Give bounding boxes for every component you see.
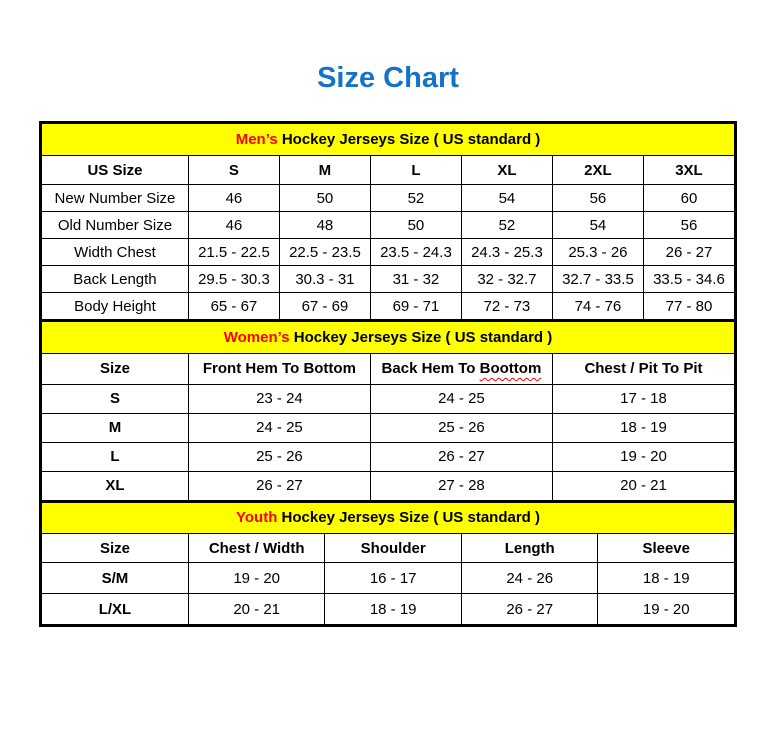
womens-section-title-highlight: Women’s (223, 328, 290, 346)
womens-column-header: Back Hem To Boottom (370, 353, 552, 384)
womens-row-label: S (42, 384, 189, 413)
mens-value-cell: 72 - 73 (461, 293, 552, 320)
youth-header-row (42, 534, 735, 563)
womens-size-table (41, 320, 735, 501)
mens-value-cell: 54 (461, 185, 552, 212)
youth-value-cell: 19 - 20 (598, 594, 735, 625)
womens-row-label: M (42, 413, 189, 442)
mens-value-cell: 65 - 67 (188, 293, 279, 320)
mens-row (42, 266, 735, 293)
mens-section-title-highlight: Men’s (235, 131, 278, 148)
youth-section-title: Youth Hockey Jerseys Size ( US standard ) (42, 502, 735, 534)
womens-column-header: Size (42, 353, 189, 384)
youth-value-cell: 20 - 21 (188, 594, 325, 625)
mens-column-header: M (279, 156, 370, 185)
mens-value-cell: 52 (370, 185, 461, 212)
womens-value-cell: 24 - 25 (370, 384, 552, 413)
mens-value-cell: 52 (461, 212, 552, 239)
youth-row (42, 563, 735, 594)
youth-column-header: Shoulder (325, 534, 462, 563)
youth-value-cell: 26 - 27 (461, 594, 598, 625)
womens-value-cell: 20 - 21 (552, 471, 734, 500)
womens-value-cell: 26 - 27 (370, 442, 552, 471)
mens-size-table (41, 123, 735, 320)
mens-header-row (42, 156, 735, 185)
womens-column-header: Front Hem To Bottom (188, 353, 370, 384)
mens-value-cell: 56 (643, 212, 734, 239)
mens-value-cell: 31 - 32 (370, 266, 461, 293)
youth-row-label: S/M (42, 563, 189, 594)
mens-value-cell: 26 - 27 (643, 239, 734, 266)
mens-section-title: Men’s Hockey Jerseys Size ( US standard ) (42, 124, 735, 156)
womens-row (42, 471, 735, 500)
mens-column-header: 3XL (643, 156, 734, 185)
mens-value-cell: 50 (370, 212, 461, 239)
mens-value-cell: 48 (279, 212, 370, 239)
womens-value-cell: 23 - 24 (188, 384, 370, 413)
size-chart-tables (39, 121, 737, 627)
mens-value-cell: 56 (552, 185, 643, 212)
womens-value-cell: 17 - 18 (552, 384, 734, 413)
youth-size-table (41, 501, 735, 626)
womens-value-cell: 19 - 20 (552, 442, 734, 471)
mens-value-cell: 33.5 - 34.6 (643, 266, 734, 293)
mens-column-header: XL (461, 156, 552, 185)
mens-value-cell: 46 (188, 212, 279, 239)
mens-row (42, 212, 735, 239)
mens-value-cell: 67 - 69 (279, 293, 370, 320)
womens-value-cell: 24 - 25 (188, 413, 370, 442)
mens-value-cell: 22.5 - 23.5 (279, 239, 370, 266)
mens-value-cell: 60 (643, 185, 734, 212)
womens-header-row (42, 353, 735, 384)
mens-row-label: Body Height (42, 293, 189, 320)
mens-value-cell: 30.3 - 31 (279, 266, 370, 293)
youth-value-cell: 19 - 20 (188, 563, 325, 594)
mens-value-cell: 21.5 - 22.5 (188, 239, 279, 266)
mens-value-cell: 25.3 - 26 (552, 239, 643, 266)
mens-value-cell: 24.3 - 25.3 (461, 239, 552, 266)
womens-row-label: XL (42, 471, 189, 500)
womens-row (42, 442, 735, 471)
youth-row (42, 594, 735, 625)
youth-value-cell: 18 - 19 (325, 594, 462, 625)
mens-column-header: US Size (42, 156, 189, 185)
womens-value-cell: 25 - 26 (370, 413, 552, 442)
youth-column-header: Size (42, 534, 189, 563)
mens-value-cell: 46 (188, 185, 279, 212)
youth-column-header: Chest / Width (188, 534, 325, 563)
mens-row-label: Back Length (42, 266, 189, 293)
mens-value-cell: 74 - 76 (552, 293, 643, 320)
mens-row (42, 239, 735, 266)
mens-value-cell: 29.5 - 30.3 (188, 266, 279, 293)
mens-value-cell: 32 - 32.7 (461, 266, 552, 293)
womens-section-title: Women’s Hockey Jerseys Size ( US standard ) (42, 321, 735, 353)
mens-row (42, 293, 735, 320)
womens-value-cell: 27 - 28 (370, 471, 552, 500)
youth-value-cell: 18 - 19 (598, 563, 735, 594)
mens-column-header: 2XL (552, 156, 643, 185)
mens-row-label: New Number Size (42, 185, 189, 212)
size-chart-page (0, 62, 776, 627)
mens-column-header: L (370, 156, 461, 185)
womens-row (42, 384, 735, 413)
mens-row-label: Old Number Size (42, 212, 189, 239)
youth-value-cell: 24 - 26 (461, 563, 598, 594)
womens-column-header: Chest / Pit To Pit (552, 353, 734, 384)
mens-value-cell: 54 (552, 212, 643, 239)
mens-value-cell: 77 - 80 (643, 293, 734, 320)
mens-value-cell: 32.7 - 33.5 (552, 266, 643, 293)
mens-row (42, 185, 735, 212)
womens-value-cell: 26 - 27 (188, 471, 370, 500)
youth-column-header: Sleeve (598, 534, 735, 563)
youth-row-label: L/XL (42, 594, 189, 625)
mens-value-cell: 50 (279, 185, 370, 212)
womens-row-label: L (42, 442, 189, 471)
page-title: Size Chart (317, 62, 459, 94)
womens-row (42, 413, 735, 442)
womens-value-cell: 18 - 19 (552, 413, 734, 442)
womens-value-cell: 25 - 26 (188, 442, 370, 471)
mens-value-cell: 69 - 71 (370, 293, 461, 320)
mens-column-header: S (188, 156, 279, 185)
mens-value-cell: 23.5 - 24.3 (370, 239, 461, 266)
mens-row-label: Width Chest (42, 239, 189, 266)
youth-section-title-highlight: Youth (236, 509, 278, 527)
youth-value-cell: 16 - 17 (325, 563, 462, 594)
misspelled-word: Boottom (479, 360, 542, 377)
youth-column-header: Length (461, 534, 598, 563)
